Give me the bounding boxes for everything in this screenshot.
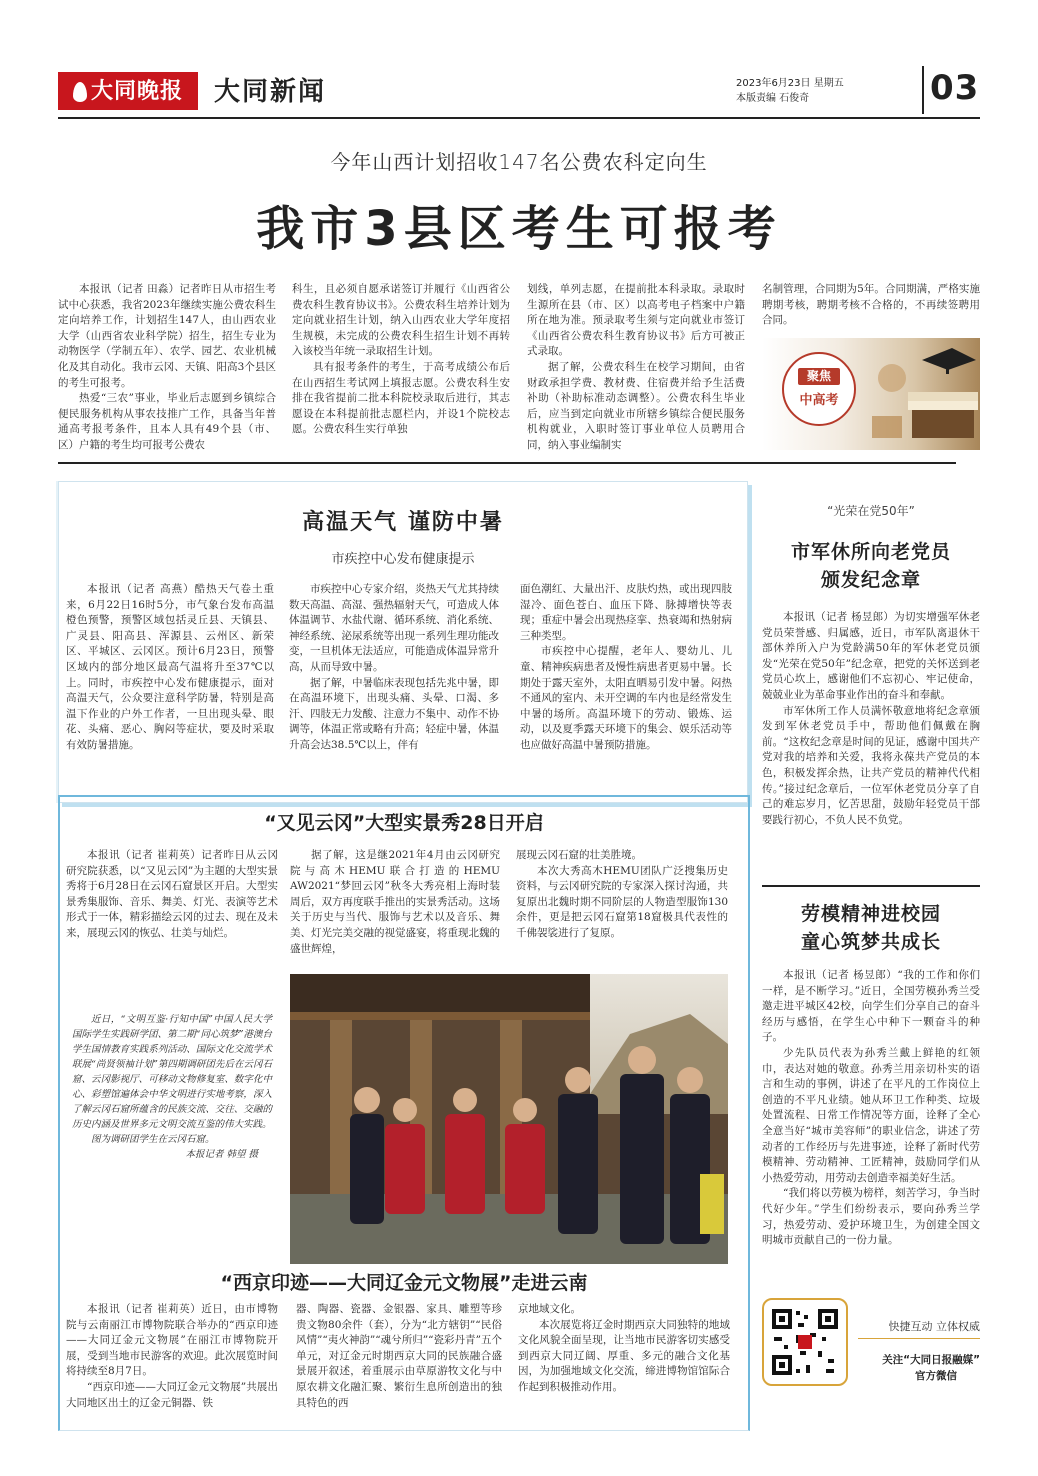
veterans-paragraph: 市军休所工作人员满怀敬意地将纪念章颁发到军休老党员手中，帮助他们佩戴在胸前。“这枚纪念章是时间的见证，感谢中国共产党对我的培养和关爱，我将永葆共产党员的本色，积极发挥余热，让共产党员的精神代代相传。”接过纪念章后，一位军休老党员分享了自己的难忘岁月，忆苦思甜，鼓励年轻党员干部要践行初心，不负人民不负党。 bbox=[762, 704, 980, 826]
yungang-headline: “又见云冈”大型实景秀28日开启 bbox=[264, 812, 544, 834]
heat-column-2 bbox=[289, 582, 499, 754]
lead-kicker: 今年山西计划招收147名公费农科定向生 bbox=[330, 150, 708, 174]
lead-paragraph: 名制管理，合同期为5年。合同期满，严格实施聘期考核，聘期考核不合格的，不再续签聘用合同。 bbox=[762, 283, 980, 327]
issue-date: 2023年6月23日 星期五 bbox=[736, 78, 844, 89]
flame-icon bbox=[73, 82, 87, 102]
photo-caption bbox=[72, 1012, 272, 1162]
yungang-paragraph: 据了解，这是继2021年4月由云冈研究院与高木HEMU联合打造的HEMU AW2021“梦回云冈”秋冬大秀亮相上海时装周后，双方再度联手推出的实景秀活动。这场关于历史与当代、服饰与艺术以及音乐、舞美、灯光完美交融的视觉盛宴，将重现北魏的盛世辉煌， bbox=[290, 849, 500, 955]
promo-official: 官方微信 bbox=[915, 1370, 957, 1382]
page-number: 03 bbox=[930, 68, 980, 108]
yungang-paragraph: 展现云冈石窟的壮美胜境。 bbox=[516, 849, 642, 861]
grotto-photo-icon bbox=[290, 974, 728, 1264]
qr-code-icon[interactable] bbox=[770, 1307, 840, 1377]
liaojin-paragraph: 本报讯（记者 崔莉英）近日，由市博物院与云南丽江市博物院联合举办的“西京印迹——大同辽金元文物展”在丽江市博物院开展，受到当地市民游客的欢迎。此次展览时间将持续至8月7日。 bbox=[66, 1303, 278, 1378]
yungang-paragraph: 本报讯（记者 崔莉英）记者昨日从云冈研究院获悉，以“又见云冈”为主题的大型实景秀将于6月28日在云冈石窟景区开启。大型实景秀集服饰、音乐、舞美、灯光、表演等艺术形式于一体，精彩描绘云冈的过去、现在及未来，展现云冈的恢弘、壮美与灿烂。 bbox=[66, 849, 278, 939]
badge-line-2: 中高考 bbox=[799, 393, 839, 408]
lead-paragraph: 划线，单列志愿，在提前批本科录取。录取时生源所在县（市、区）以高考电子档案中户籍所在地为准。预录取考生须与定向就业市签订《山西省公费农科生教育协议书》后方可被正式录取。 bbox=[527, 283, 745, 358]
liaojin-column-3 bbox=[518, 1302, 730, 1396]
heat-paragraph: 面色潮红、大量出汗、皮肤灼热，或出现四肢湿冷、面色苍白、血压下降、脉搏增快等表现；重症中暑会出现热痉挛、热衰竭和热射病三种类型。 bbox=[520, 583, 732, 642]
lead-paragraph: 本报讯（记者 田淼）记者昨日从市招生考试中心获悉，我省2023年继续实施公费农科生定向培养工作，计划招生147人，由山西农业大学（山西省农业科学院）招生，招生专业为动物医学（学制五年）、农学、园艺、农业机械化及其自动化。我市云冈、天镇、阳高3个县区的考生可报考。 bbox=[58, 283, 276, 389]
wechat-promo bbox=[762, 1298, 980, 1386]
models-headline bbox=[762, 900, 980, 956]
yungang-column-3 bbox=[516, 848, 728, 942]
yungang-paragraph: 本次大秀高木HEMU团队广泛搜集历史资料，与云冈研究院的专家深入探讨沟通，共复原出北魏时期不同阶层的人物造型服饰130余件，更是把云冈石窟第18窟极具代表性的千佛袈裟进行了复原。 bbox=[516, 864, 728, 939]
lead-headline: 我市3县区考生可报考 bbox=[256, 201, 782, 257]
yungang-column-1 bbox=[66, 848, 278, 942]
models-paragraph: 本报讯（记者 杨昱郎）“我的工作和你们一样，是不断学习。”近日，全国劳模孙秀兰受邀走进平城区42校，向学生们分享自己的奋斗经历与感悟，在学生心中种下一颗奋斗的种子。 bbox=[762, 969, 980, 1044]
masthead-divider bbox=[922, 66, 924, 114]
promo-slogan: 快捷互动 立体权威 bbox=[888, 1320, 980, 1333]
logo-text: 大同晚报 bbox=[90, 78, 183, 104]
focus-badge bbox=[782, 352, 856, 426]
promo-follow: 关注“大同日报融媒” bbox=[882, 1354, 980, 1366]
lead-column-3 bbox=[527, 282, 745, 454]
yungang-column-2 bbox=[290, 848, 500, 957]
heat-paragraph: 据了解，中暑临床表现包括先兆中暑，即在高温环境下，出现头痛、头晕、口渴、多汗、四肢无力发酸、注意力不集中、动作不协调等，体温正常或略有升高；轻症中暑，体温升高会达38.5℃以上，伴有 bbox=[289, 676, 499, 751]
right-column-divider bbox=[762, 885, 980, 887]
veterans-headline bbox=[762, 538, 980, 594]
liaojin-paragraph: 本次展览将辽金时期西京大同独特的地域文化风貌全面呈现，让当地市民游客切实感受到西京大同辽阔、厚重、多元的融合文化基因，为加强地域文化交流，缔进博物馆馆际合作起到积极推动作用。 bbox=[518, 1318, 730, 1393]
heat-paragraph: 本报讯（记者 高燕）酷热天气卷土重来，6月22日16时5分，市气象台发布高温橙色预警，预警区域包括灵丘县、天镇县、广灵县、阳高县、浑源县、云州区、新荣区、平城区、云冈区。预计6月23日，预警区域内的部分地区最高气温将升至37℃以上。同时，市疾控中心发布健康提示，面对高温天气，公众要注意科学防暑，特别是高温下作业的户外工作者，一旦出现头晕、眼花、头痛、恶心、胸闷等症状，要及时采取有效防暑措施。 bbox=[66, 583, 274, 751]
promo-rule bbox=[858, 1338, 980, 1339]
liaojin-headline: “西京印迹——大同辽金元文物展”走进云南 bbox=[220, 1272, 588, 1294]
page-editor: 本版责编 石俊奇 bbox=[736, 93, 810, 104]
section-divider bbox=[58, 462, 956, 464]
veterans-kicker: “光荣在党50年” bbox=[827, 504, 915, 518]
liaojin-paragraph: 器、陶器、瓷器、金银器、家具、雕塑等珍贵文物80余件（套），分为“北方辖钥”“民俗风情”“夷火神韵”“魂兮所归”“瓷彩丹青”五个单元，对辽金元时期西京大同的民族融合盛景展开叙述，着重展示由草原游牧文化与中原农耕文化融汇聚、繁衍生息所创造出的独具特色的西 bbox=[296, 1303, 502, 1409]
newspaper-logo bbox=[58, 72, 198, 110]
qr-frame bbox=[762, 1298, 848, 1386]
models-headline-line: 童心筑梦共成长 bbox=[800, 931, 941, 953]
heat-paragraph: 市疾控中心专家介绍，炎热天气尤其持续数天高温、高湿、强热辐射天气，可造成人体体温调节、水盐代谢、循环系统、消化系统、神经系统、泌尿系统等出现一系列生理功能改变，一旦机体无法适应，可能造成体温异常升高，从而导致中暑。 bbox=[289, 583, 499, 673]
liaojin-paragraph: “西京印迹——大同辽金元文物展”共展出大同地区出土的辽金元铜器、铁 bbox=[66, 1380, 278, 1409]
models-body bbox=[762, 968, 980, 1249]
exam-illustration bbox=[762, 338, 980, 450]
lead-column-4 bbox=[762, 282, 980, 329]
section-name: 大同新闻 bbox=[214, 77, 327, 107]
masthead-meta bbox=[736, 76, 844, 106]
models-paragraph: 少先队员代表为孙秀兰戴上鲜艳的红领巾，表达对她的敬意。孙秀兰用亲切朴实的语言和生动的事例，讲述了在平凡的工作岗位上创造的不平凡业绩。她从环卫工作种类、垃圾处置流程、日常工作情况等方面，诠释了全心全意当好“城市美容师”的职业信念，讲述了劳动者的工作经历与先进事迹，诠释了新时代劳模精神、劳动精神、工匠精神，鼓励同学们从小热爱劳动，用劳动去创造幸福美好生活。 bbox=[762, 1046, 980, 1184]
lead-column-1 bbox=[58, 282, 276, 454]
masthead-rule bbox=[58, 117, 980, 119]
caption-paragraph: 近日，“文明互鉴·行知中国”中国人民大学国际学生实践研学团、第二期“同心筑梦”港澳台学生国情教育实践系列活动、国际文化交流学术联展“尚贤领袖计划”第四期调研团先后在云冈石窟、云冈影视厅、可移动文物修复室、数字化中心、彩塑馆遍体会中华文明进行实地考察，深入了解云冈石窟所蕴含的民族交流、交往、交融的历史内涵及世界多元文明交流互鉴的伟大实践。 bbox=[72, 1014, 272, 1130]
lead-paragraph: 热爱“三农”事业，毕业后志愿到乡镇综合便民服务机构从事农技推广工作，具备当年普通高考报考条件，且本人具有49个县（市、区）户籍的考生均可报考公费农 bbox=[58, 392, 276, 451]
heat-headline: 高温天气 谨防中暑 bbox=[302, 510, 504, 535]
models-paragraph: “我们将以劳模为榜样，刻苦学习，争当时代好少年。”学生们纷纷表示，要向孙秀兰学习，热爱劳动、爱护环境卫生，为创建全国文明城市贡献自己的一份力量。 bbox=[762, 1187, 980, 1247]
liaojin-column-1 bbox=[66, 1302, 278, 1411]
heat-column-1 bbox=[66, 582, 274, 754]
veterans-body bbox=[762, 610, 980, 828]
lead-column-2 bbox=[292, 282, 510, 438]
caption-paragraph: 图为调研团学生在云冈石窟。 bbox=[91, 1134, 215, 1145]
yungang-photo bbox=[290, 974, 728, 1264]
lead-paragraph: 据了解，公费农科生在校学习期间，由省财政承担学费、教材费、住宿费并给予生活费补助（补助标准动态调整）。公费农科生毕业后，应当到定向就业市所辖乡镇综合便民服务机构就业，入职时签订事业单位人员聘用合同，纳入事业编制实 bbox=[527, 360, 745, 451]
masthead bbox=[58, 66, 980, 118]
lead-paragraph: 具有报考条件的考生，于高考成绩公布后在山西招生考试网上填报志愿。公费农科生安排在我省提前二批本科院校录取后进行，其志愿设在本科提前批志愿栏内，并设1个院校志愿。公费农科生实行单独 bbox=[292, 360, 510, 436]
badge-line-1: 聚焦 bbox=[798, 368, 840, 385]
lead-paragraph: 科生，且必须自愿承诺签订并履行《山西省公费农科生教育协议书》。公费农科生培养计划为定向就业招生计划，纳入山西农业大学年度招生规模，未完成的公费农科生招生计划不再转入该校当年统一录取招生计划。 bbox=[292, 283, 510, 358]
models-headline-line: 劳模精神进校园 bbox=[800, 903, 941, 925]
veterans-headline-line: 颁发纪念章 bbox=[820, 569, 921, 591]
liaojin-paragraph: 京地域文化。 bbox=[518, 1303, 581, 1315]
veterans-headline-line: 市军休所向老党员 bbox=[790, 541, 951, 563]
veterans-paragraph: 本报讯（记者 杨昱郎）为切实增强军休老党员荣誉感、归属感，近日，市军队离退休干部休养所入户为党龄满50年的军休老党员颁发“光荣在党50年”纪念章，把党的关怀送到老党员心坎上，感谢他们不忘初心、牢记使命，兢兢业业为革命事业作出的奋斗和奉献。 bbox=[762, 611, 980, 701]
liaojin-column-2 bbox=[296, 1302, 502, 1411]
photo-credit: 本报记者 韩望 摄 bbox=[185, 1149, 258, 1160]
heat-paragraph: 市疾控中心提醒，老年人、婴幼儿、儿童、精神疾病患者及慢性病患者更易中暑。长期处于露天室外，太阳直晒易引发中暑。闷热不通风的室内、未开空调的车内也是经常发生中暑的场所。高温环境下的劳动、锻炼、运动，以及夏季露天环境下的集会、娱乐活动等也应做好高温中暑预防措施。 bbox=[520, 645, 732, 751]
heat-column-3 bbox=[520, 582, 732, 754]
heat-subheadline: 市疾控中心发布健康提示 bbox=[331, 552, 475, 567]
